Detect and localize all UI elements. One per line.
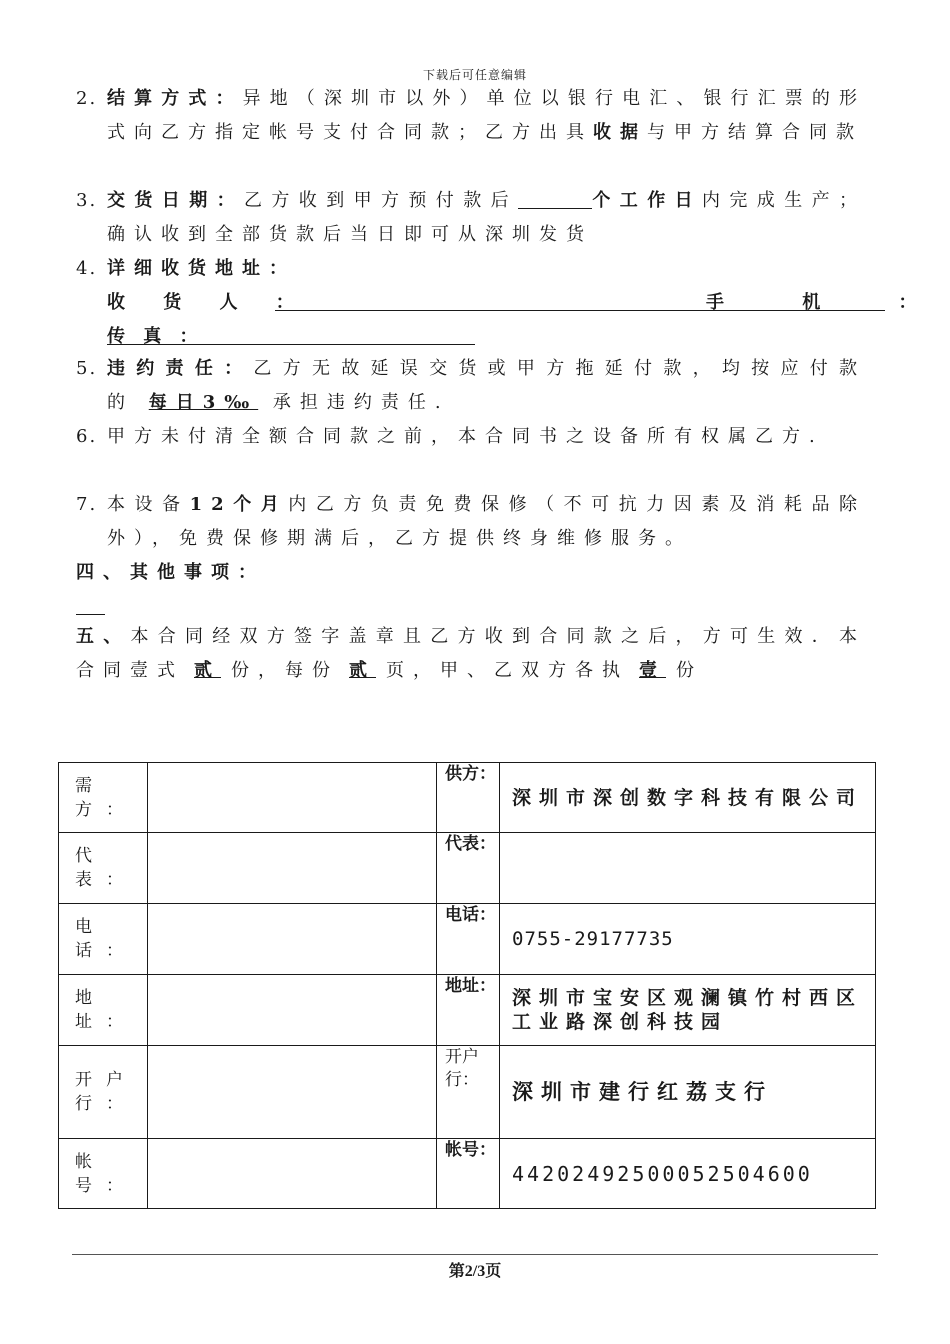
clause-warranty bbox=[76, 488, 866, 556]
buyer-address-cell bbox=[148, 975, 437, 1046]
mobile-label: 手 机 ： bbox=[706, 292, 935, 313]
clause-liability bbox=[76, 352, 866, 420]
clause-text: 承担违约责任. bbox=[272, 392, 450, 413]
clause-number: 5. bbox=[76, 358, 98, 379]
clause-payment-method bbox=[76, 82, 866, 150]
buyer-account-cell bbox=[148, 1139, 437, 1209]
clause-number: 3. bbox=[76, 190, 98, 211]
each-party-count: 壹 bbox=[639, 660, 666, 681]
page-number: 第2/3页 bbox=[448, 1263, 502, 1280]
buyer-bank-label: 开户行： bbox=[59, 1046, 148, 1139]
clause-text: 内乙方负责免费保修（不可抗力因素及消耗品除外），免费保修期满后，乙方提供终身维修服务。 bbox=[107, 494, 867, 549]
clause-number: 7. bbox=[76, 494, 98, 515]
clause-text: 与甲方结算合同款 bbox=[647, 122, 863, 143]
clause-text: 本设备 bbox=[107, 494, 190, 515]
buyer-representative-label: 代表： bbox=[59, 833, 148, 904]
section-text: 本合同经双方签字盖章且乙方收到合同款之后，方可生效．本合同壹式 bbox=[76, 626, 866, 681]
supplier-name-label: 供方： bbox=[437, 763, 500, 833]
table-row bbox=[59, 763, 876, 833]
clause-text: 异地（深圳市以外）单位以银行电汇、银行汇票的形式向乙方指定帐号支付合同款；乙方出具 bbox=[107, 88, 867, 143]
clause-number: 2. bbox=[76, 88, 98, 109]
buyer-address-label: 地址： bbox=[59, 975, 148, 1046]
buyer-phone-label: 电话： bbox=[59, 904, 148, 975]
buyer-name-label: 需方： bbox=[59, 763, 148, 833]
receiver-label: 收 货 人 ： bbox=[107, 292, 310, 313]
clause-title: 详细收货地址： bbox=[107, 258, 296, 279]
clause-bold-text: 个工作日 bbox=[592, 190, 702, 211]
table-row bbox=[59, 904, 876, 975]
fax-label: 传 真 ： bbox=[107, 326, 204, 347]
section-text: 页，甲、乙双方各执 bbox=[386, 660, 629, 681]
clause-number: 6. bbox=[76, 426, 98, 447]
supplier-bank-value: 深圳市建行红荔支行 bbox=[500, 1046, 876, 1139]
supplier-phone-value: 0755-29177735 bbox=[500, 904, 876, 975]
supplier-name-value: 深圳市深创数字科技有限公司 bbox=[500, 763, 876, 833]
section-title: 五、 bbox=[76, 626, 131, 647]
clause-ownership bbox=[76, 420, 866, 454]
buyer-phone-cell bbox=[148, 904, 437, 975]
section-text: 份，每份 bbox=[231, 660, 339, 681]
supplier-phone-label: 电话： bbox=[437, 904, 500, 975]
signature-table bbox=[58, 762, 876, 1209]
warranty-period: 12个月 bbox=[189, 494, 289, 515]
pages-count: 贰 bbox=[349, 660, 376, 681]
table-row bbox=[59, 975, 876, 1046]
clause-delivery-date bbox=[76, 184, 866, 252]
table-row bbox=[59, 1139, 876, 1209]
table-row bbox=[59, 833, 876, 904]
clause-number: 4. bbox=[76, 258, 98, 279]
clause-bold-text: 收据 bbox=[593, 122, 647, 143]
buyer-name-cell bbox=[148, 763, 437, 833]
supplier-account-label: 帐号： bbox=[437, 1139, 500, 1209]
copies-count: 贰 bbox=[194, 660, 221, 681]
supplier-account-value: 44202492500052504600 bbox=[500, 1139, 876, 1209]
section-effectiveness bbox=[76, 620, 866, 688]
table-row bbox=[59, 1046, 876, 1139]
clause-title: 结算方式： bbox=[107, 88, 243, 109]
section-other-matters: 四、其他事项： bbox=[76, 562, 265, 583]
section-text: 份 bbox=[676, 660, 703, 681]
supplier-bank-label: 开户行： bbox=[437, 1046, 500, 1139]
clause-text: 内完成生产；确认收到全部货款后当日即可从深圳发货 bbox=[107, 190, 866, 245]
clause-title: 交货日期： bbox=[107, 190, 244, 211]
buyer-bank-cell bbox=[148, 1046, 437, 1139]
workdays-blank bbox=[518, 186, 592, 209]
page-header-note: 下载后可任意编辑 bbox=[422, 68, 527, 82]
fax-blank-line bbox=[107, 344, 475, 345]
buyer-representative-cell bbox=[148, 833, 437, 904]
other-matters-blank-line bbox=[76, 614, 105, 615]
clause-text: 乙方收到甲方预付款后 bbox=[244, 190, 518, 211]
footer-divider bbox=[72, 1254, 878, 1255]
clause-text: 甲方未付清全额合同款之前，本合同书之设备所有权属乙方. bbox=[107, 426, 824, 447]
buyer-account-label: 帐号： bbox=[59, 1139, 148, 1209]
supplier-representative-value bbox=[500, 833, 876, 904]
supplier-address-value: 深圳市宝安区观澜镇竹村西区工业路深创科技园 bbox=[500, 975, 876, 1046]
clause-delivery-address bbox=[76, 252, 866, 286]
clause-title: 违约责任： bbox=[107, 358, 254, 379]
supplier-representative-label: 代表： bbox=[437, 833, 500, 904]
clause-text: 乙方无故延误交货或甲方拖延付款，均按应付款的 bbox=[107, 358, 867, 413]
supplier-address-label: 地址： bbox=[437, 975, 500, 1046]
penalty-rate: 每日3‰ bbox=[148, 392, 259, 413]
